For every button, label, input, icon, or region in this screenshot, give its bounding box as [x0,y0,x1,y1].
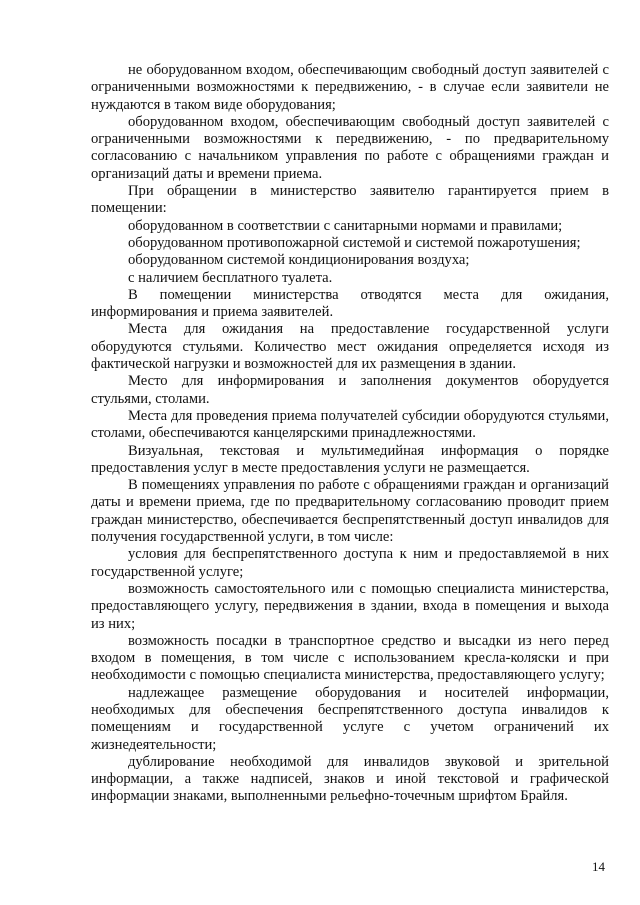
paragraph: оборудованном системой кондиционирования воздуха; [128,252,470,269]
paragraph: условия для беспрепятственного доступа к ним и предоставляемой в них государственной услуге; [91,546,609,580]
paragraph: с наличием бесплатного туалета. [128,269,333,286]
paragraph: надлежащее размещение оборудования и носителей информации, необходимых для обеспечения беспрепятственного доступа инвалидов к помещениям и государственной услуге с учетом ограничений их жизнедеятельности; [91,684,609,753]
paragraph: В помещении министерства отводятся места для ожидания, информирования и приема заявителей. [91,286,609,321]
page-number: 14 [592,859,605,874]
paragraph: В помещениях управления по работе с обращениями граждан и организаций даты и времени приема, где по предварительному согласованию проводит прием граждан министерство, обеспечивается беспрепятственный доступ инвалидов для получения государственной услуги, в том числе: [91,477,609,546]
document-body [91,62,609,806]
paragraph: возможность самостоятельного или с помощью специалиста министерства, предоставляющего услугу, передвижения в здании, входа в помещения и выхода из них; [91,580,609,632]
paragraph: Место для информирования и заполнения документов оборудуется стульями, столами. [91,373,609,407]
paragraph: Места для проведения приема получателей субсидии оборудуются стульями, столами, обеспечиваются канцелярскими принадлежностями. [91,407,609,442]
paragraph: Визуальная, текстовая и мультимедийная информация о порядке предоставления услуг в месте предоставления услуги не размещается. [91,442,609,476]
paragraph: Места для ожидания на предоставление государственной услуги оборудуются стульями. Количество мест ожидания определяется исходя из фактической нагрузки и возможностей для их размещения в здании. [91,321,609,373]
paragraph: не оборудованном входом, обеспечивающим свободный доступ заявителей с ограниченными возможностями к передвижению, - в случае если заявители не нуждаются в таком виде оборудования; [91,62,609,113]
paragraph: возможность посадки в транспортное средство и высадки из него перед входом в помещения, в том числе с использованием кресла-коляски и при необходимости с помощью специалиста министерства, предоставляющего услугу; [91,632,609,684]
paragraph: оборудованном противопожарной системой и системой пожаротушения; [128,234,581,251]
paragraph: оборудованном в соответствии с санитарными нормами и правилами; [128,217,563,234]
paragraph: При обращении в министерство заявителю гарантируется прием в помещении: [91,183,609,217]
paragraph: оборудованном входом, обеспечивающим свободный доступ заявителей с ограниченными возможностями к передвижению, - по предварительному согласованию с начальником управления по работе с обращениями граждан и организаций даты и времени приема. [91,113,609,182]
paragraph: дублирование необходимой для инвалидов звуковой и зрительной информации, а также надписей, знаков и иной текстовой и графической информации знаками, выполненными рельефно-точечным шрифтом Брайля. [91,753,609,805]
